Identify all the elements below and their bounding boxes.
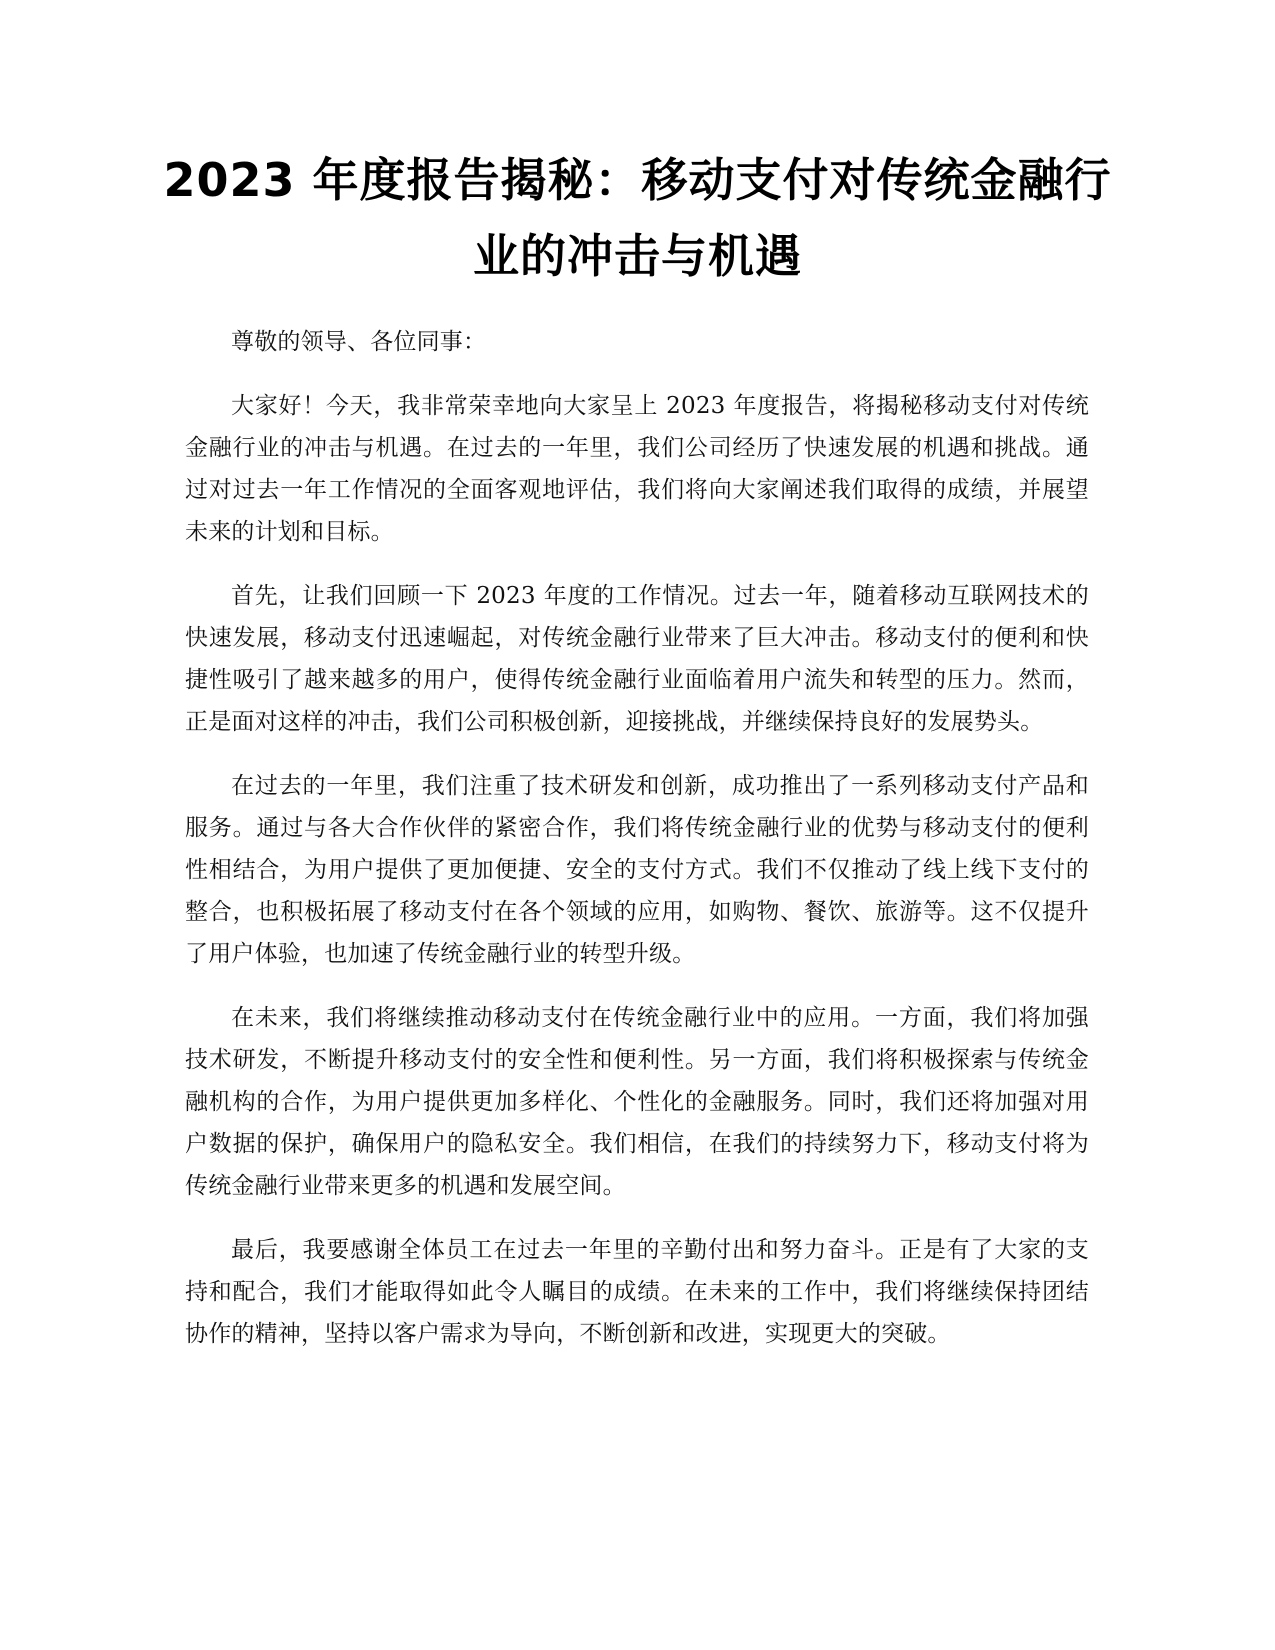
document-title [150,142,1125,294]
paragraph-thanks: 最后，我要感谢全体员工在过去一年里的辛勤付出和努力奋斗。正是有了大家的支持和配合，我们才能取得如此令人瞩目的成绩。在未来的工作中，我们将继续保持团结协作的精神，坚持以客户需求为导向，不断创新和改进，实现更大的突破。 [185,1237,1089,1347]
title-line-1: 2023 年度报告揭秘：移动支付对传统金融行 [163,153,1112,207]
paragraph-innovation: 在过去的一年里，我们注重了技术研发和创新，成功推出了一系列移动支付产品和服务。通过与各大合作伙伴的紧密合作，我们将传统金融行业的优势与移动支付的便利性相结合，为用户提供了更加便捷、安全的支付方式。我们不仅推动了线上线下支付的整合，也积极拓展了移动支付在各个领域的应用，如购物、餐饮、旅游等。这不仅提升了用户体验，也加速了传统金融行业的转型升级。 [185,773,1089,967]
document-body [185,321,1089,1377]
title-line-2: 业的冲击与机遇 [473,229,802,283]
salutation: 尊敬的领导、各位同事： [231,329,487,355]
paragraph-review: 首先，让我们回顾一下 2023 年度的工作情况。过去一年，随着移动互联网技术的快速发展，移动支付迅速崛起，对传统金融行业带来了巨大冲击。移动支付的便利和快捷性吸引了越来越多的用户，使得传统金融行业面临着用户流失和转型的压力。然而，正是面对这样的冲击，我们公司积极创新，迎接挑战，并继续保持良好的发展势头。 [185,583,1089,735]
paragraph-greeting: 大家好！今天，我非常荣幸地向大家呈上 2023 年度报告，将揭秘移动支付对传统金融行业的冲击与机遇。在过去的一年里，我们公司经历了快速发展的机遇和挑战。通过对过去一年工作情况的全面客观地评估，我们将向大家阐述我们取得的成绩，并展望未来的计划和目标。 [185,393,1089,545]
paragraph-future: 在未来，我们将继续推动移动支付在传统金融行业中的应用。一方面，我们将加强技术研发，不断提升移动支付的安全性和便利性。另一方面，我们将积极探索与传统金融机构的合作，为用户提供更加多样化、个性化的金融服务。同时，我们还将加强对用户数据的保护，确保用户的隐私安全。我们相信，在我们的持续努力下，移动支付将为传统金融行业带来更多的机遇和发展空间。 [185,1005,1089,1199]
